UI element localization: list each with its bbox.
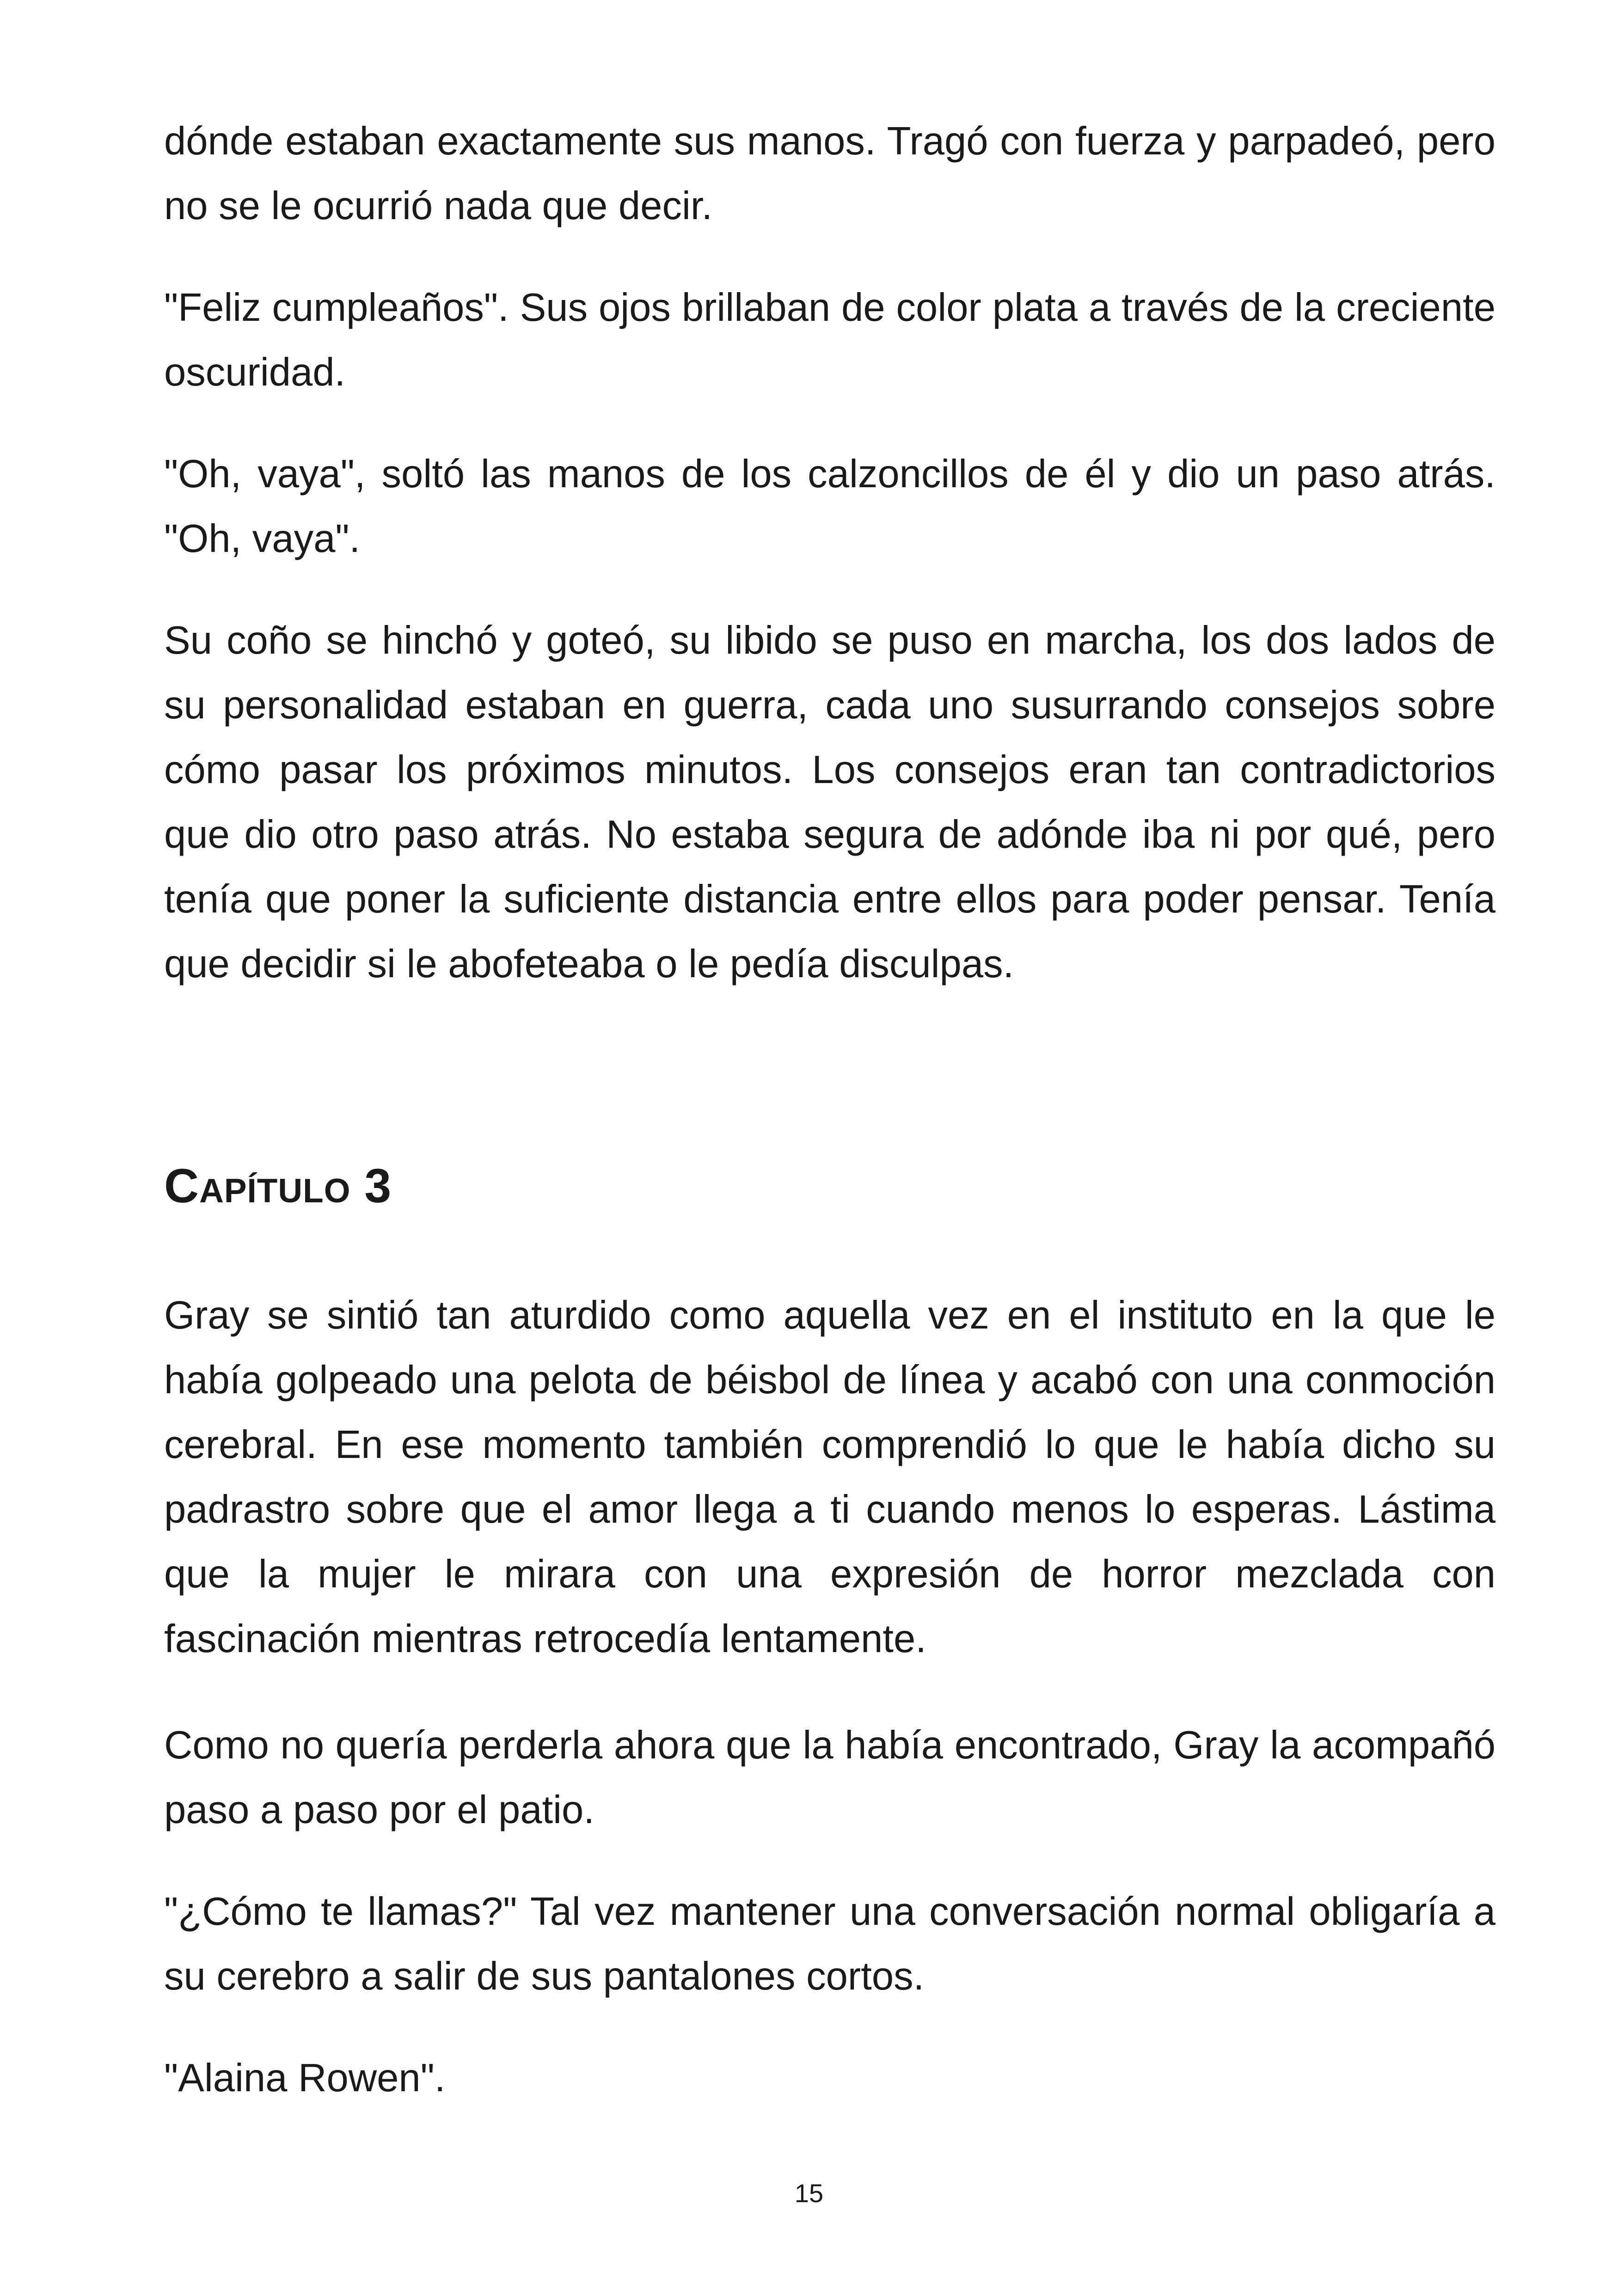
paragraph: "Oh, vaya", soltó las manos de los calzoncillos de él y dio un paso atrás. "Oh, vaya". xyxy=(164,452,1495,561)
chapter-heading: Capítulo 3 xyxy=(164,1159,392,1213)
page-number: 15 xyxy=(794,2179,824,2208)
paragraph: "Feliz cumpleaños". Sus ojos brillaban de color plata a través de la creciente oscuridad. xyxy=(164,286,1495,394)
paragraph: "Alaina Rowen". xyxy=(164,2056,446,2100)
paragraph: "¿Cómo te llamas?" Tal vez mantener una conversación normal obligaría a su cerebro a salir de sus pantalones cortos. xyxy=(164,1890,1495,1998)
paragraph: Como no quería perderla ahora que la había encontrado, Gray la acompañó paso a paso por el patio. xyxy=(164,1723,1495,1832)
paragraph: dónde estaban exactamente sus manos. Tragó con fuerza y parpadeó, pero no se le ocurrió nada que decir. xyxy=(164,119,1495,228)
paragraph: Gray se sintió tan aturdido como aquella vez en el instituto en la que le había golpeado una pelota de béisbol de línea y acabó con una conmoción cerebral. En ese momento también comprendió lo que le había dicho su padrastro sobre que el amor llega a ti cuando menos lo esperas. Lástima que la mujer le mirara con una expresión de horror mezclada con fascinación mientras retrocedía lentamente. xyxy=(164,1293,1495,1661)
paragraph: Su coño se hinchó y goteó, su libido se puso en marcha, los dos lados de su personalidad estaban en guerra, cada uno susurrando consejos sobre cómo pasar los próximos minutos. Los consejos eran tan contradictorios que dio otro paso atrás. No estaba segura de adónde iba ni por qué, pero tenía que poner la suficiente distancia entre ellos para poder pensar. Tenía que decidir si le abofeteaba o le pedía disculpas. xyxy=(164,618,1495,986)
